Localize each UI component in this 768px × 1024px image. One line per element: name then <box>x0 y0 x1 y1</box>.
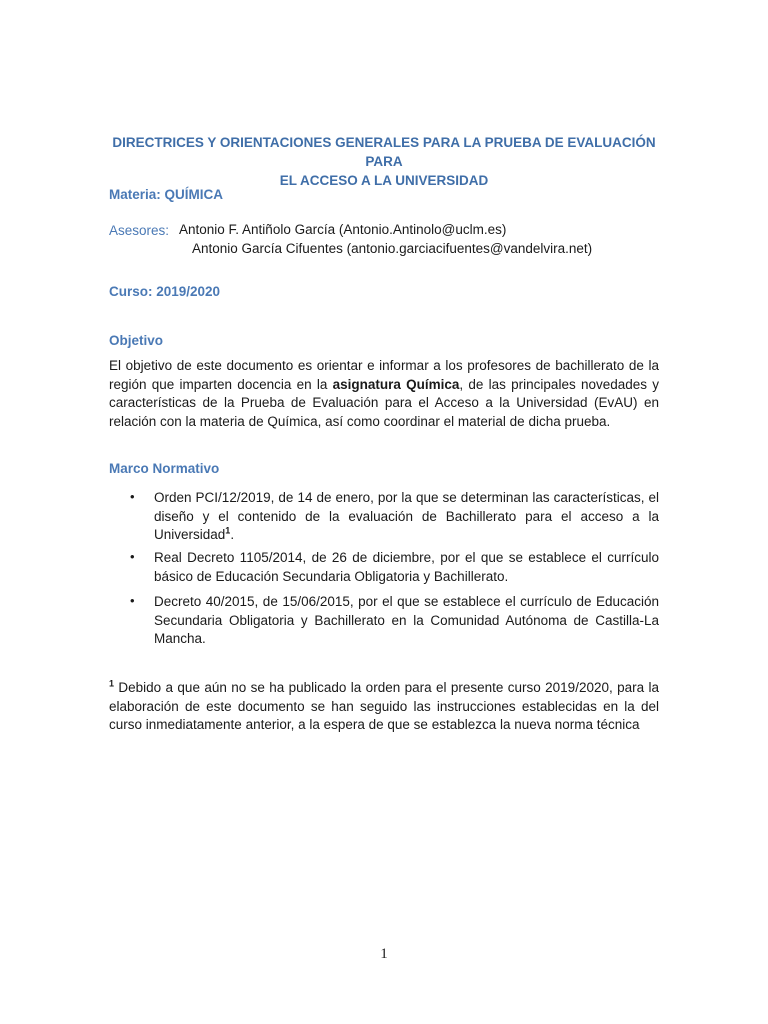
bullet-3-text: Decreto 40/2015, de 15/06/2015, por el que se establece el currículo de Educación Secundaria Obligatoria y Bachillerato en la Comunidad Autónoma de Castilla-La Mancha. <box>154 594 659 646</box>
objetivo-text-1: El objetivo de este documento es orientar e informar a los profesores de bachillerato de la región que imparten docencia en la <box>109 358 659 392</box>
title-line-1: DIRECTRICES Y ORIENTACIONES GENERALES PARA LA PRUEBA DE EVALUACIÓN PARA <box>112 135 656 169</box>
title-line-2: EL ACCESO A LA UNIVERSIDAD <box>279 173 489 188</box>
page-number: 1 <box>380 946 388 962</box>
footnote <box>109 679 659 735</box>
bullet-1-footnote-mark[interactable]: 1 <box>225 525 231 536</box>
bullet-1-dot: • <box>130 489 135 504</box>
curso-label: Curso: 2019/2020 <box>109 284 221 299</box>
bullet-1-tail: . <box>230 527 235 542</box>
footnote-mark: 1 <box>109 678 115 689</box>
objetivo-heading: Objetivo <box>109 333 164 348</box>
bullet-1-text <box>154 489 659 545</box>
objetivo-text-bold: asignatura Química <box>332 376 460 392</box>
marco-heading: Marco Normativo <box>109 461 220 476</box>
footnote-text: Debido a que aún no se ha publicado la orden para el presente curso 2019/2020, para la elaboración de este documento se han seguido las instrucciones establecidas en la del curso inmediatamente anterior, a la espera de que se establezca la nueva norma técnica <box>109 680 659 732</box>
materia-label: Materia: QUÍMICA <box>109 187 224 202</box>
bullet-2-dot: • <box>130 549 135 564</box>
asesor-1: Antonio F. Antiñolo García (Antonio.Antinolo@uclm.es) <box>179 222 507 237</box>
objetivo-paragraph <box>109 357 659 431</box>
asesores-block <box>109 222 169 240</box>
asesor-2: Antonio García Cifuentes (antonio.garciacifuentes@vandelvira.net) <box>192 241 593 256</box>
bullet-1-body: Orden PCI/12/2019, de 14 de enero, por la que se determinan las características, el diseño y el contenido de la evaluación de Bachillerato para el acceso a la Universidad <box>154 490 659 542</box>
document-title <box>96 133 672 190</box>
bullet-2-text: Real Decreto 1105/2014, de 26 de diciembre, por el que se establece el currículo básico de Educación Secundaria Obligatoria y Bachillerato. <box>154 550 659 584</box>
objetivo-text-2: , de las principales novedades y características de la Prueba de Evaluación para el Acceso a la Universidad (EvAU) en relación con la materia de Química, así como coordinar el material de dicha prueba. <box>109 376 659 429</box>
asesores-label: Asesores: <box>109 223 170 238</box>
bullet-3-dot: • <box>130 593 135 608</box>
